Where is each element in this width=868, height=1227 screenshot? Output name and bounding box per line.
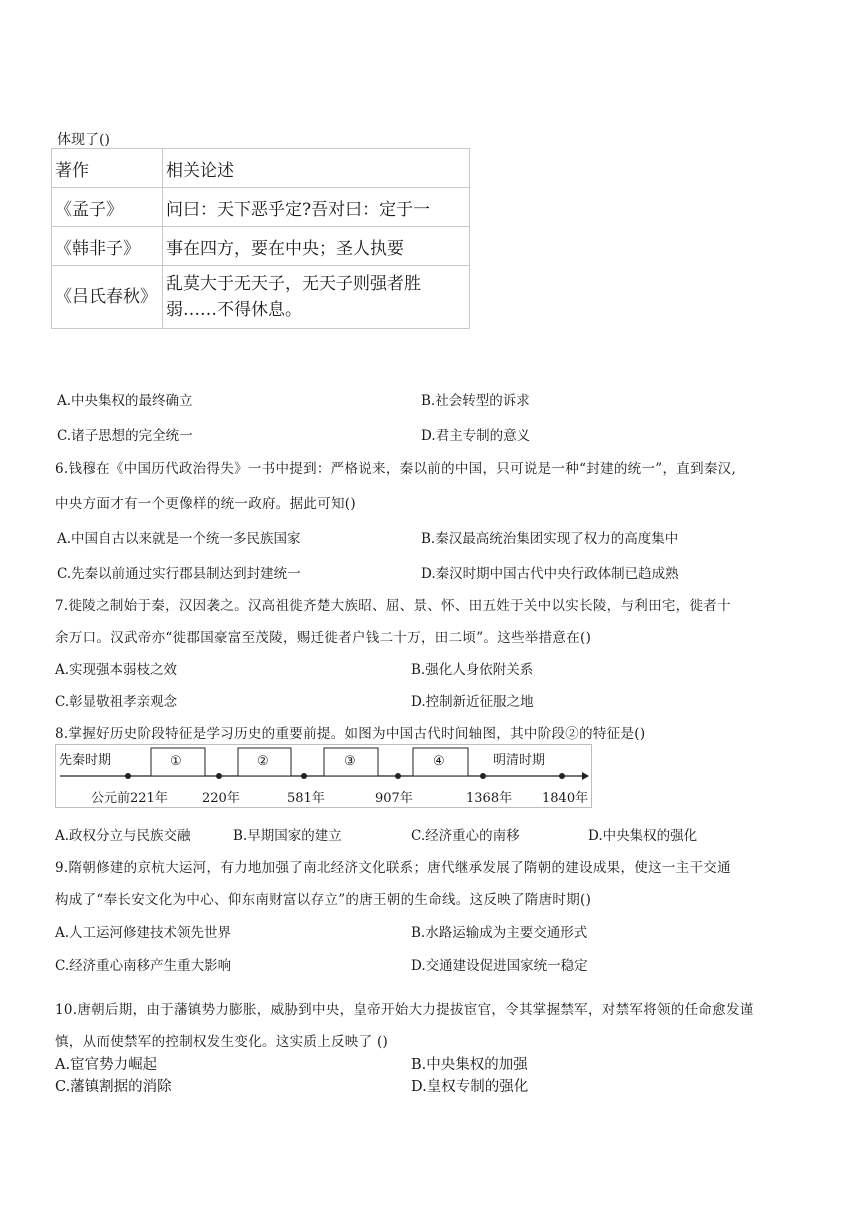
tick-label: 1840年 <box>542 791 589 806</box>
tick-label: 581年 <box>287 791 325 806</box>
timeline-arrow <box>582 772 589 780</box>
option-c: C.经济重心南移产生重大影响 <box>55 958 232 974</box>
timeline-start-label: 先秦时期 <box>59 753 112 768</box>
option-c: C.诸子思想的完全统一 <box>57 428 193 444</box>
option-c: C.先秦以前通过实行郡县制达到封建统一 <box>57 566 301 582</box>
question-7-line2: 余万口。汉武帝亦“徙郡国豪富至茂陵，赐迁徙者户钱二十万，田二顷”。这些举措意在() <box>55 630 592 646</box>
stage-label: ③ <box>344 754 356 769</box>
question-9-line1: 9.隋朝修建的京杭大运河，有力地加强了南北经济文化联系；唐代继承发展了隋朝的建设成果，使这一主干交通 <box>55 860 731 876</box>
option-a: A.中国自古以来就是一个统一多民族国家 <box>57 531 301 547</box>
tick-label: 907年 <box>375 791 413 806</box>
option-a: A.中央集权的最终确立 <box>57 393 193 409</box>
question-intro: 体现了() <box>57 132 110 148</box>
table-cell-work: 《吕氏春秋》 <box>52 266 163 329</box>
timeline-dot <box>480 773 486 779</box>
table-cell-text: 事在四方，要在中央；圣人执要 <box>163 227 470 266</box>
tick-label: 1368年 <box>466 791 513 806</box>
timeline-dot <box>301 773 307 779</box>
table-cell-work: 《孟子》 <box>52 188 163 227</box>
question-7-line1: 7.徙陵之制始于秦，汉因袭之。汉高祖徙齐楚大族昭、屈、景、怀、田五姓于关中以实长陵，与利田宅，徙者十 <box>55 598 731 614</box>
option-a: A.政权分立与民族交融 <box>55 828 191 844</box>
question-6-line1: 6.钱穆在《中国历代政治得失》一书中提到：严格说来，秦以前的中国，只可说是一种“封建的统一”，直到秦汉, <box>55 461 737 477</box>
option-b: B.秦汉最高统治集团实现了权力的高度集中 <box>421 531 679 547</box>
stage-label: ② <box>257 754 269 769</box>
tick-label: 220年 <box>202 791 240 806</box>
question-10-line2: 慎，从而使禁军的控制权发生变化。这实质上反映了 () <box>55 1034 389 1050</box>
question-10-line1: 10.唐朝后期，由于藩镇势力膨胀，威胁到中央，皇帝开始大力提拔宦官，令其掌握禁军，对禁军将领的任命愈发谨 <box>55 1002 754 1018</box>
option-c: C.彰显敬祖孝亲观念 <box>55 694 178 710</box>
question-6-line2: 中央方面才有一个更像样的统一政府。据此可知() <box>55 496 356 512</box>
option-d: D.秦汉时期中国古代中央行政体制已趋成熟 <box>421 566 679 582</box>
option-d: D.交通建设促进国家统一稳定 <box>411 958 588 974</box>
option-d: D.控制新近征服之地 <box>411 694 534 710</box>
timeline-dot <box>395 773 401 779</box>
table-header-cell: 著作 <box>52 149 163 188</box>
quote-table <box>51 148 470 329</box>
option-d: D.君主专制的意义 <box>421 428 531 444</box>
stage-label: ① <box>170 754 182 769</box>
tick-label: 公元前221年 <box>91 791 168 806</box>
timeline-end-label: 明清时期 <box>493 753 546 768</box>
table-header-row <box>52 149 470 188</box>
option-a: A.人工运河修建技术领先世界 <box>55 925 232 941</box>
question-9-line2: 构成了“奉长安文化为中心、仰东南财富以存立”的唐王朝的生命线。这反映了隋唐时期() <box>55 892 592 908</box>
table-cell-work: 《韩非子》 <box>52 227 163 266</box>
option-a: A.宦官势力崛起 <box>55 1057 158 1073</box>
table-cell-text: 问曰：天下恶乎定?吾对曰：定于一 <box>163 188 470 227</box>
stage-label: ④ <box>433 754 445 769</box>
table-row <box>52 266 470 329</box>
option-c: C.经济重心的南移 <box>411 828 520 844</box>
timeline-dot <box>559 773 565 779</box>
timeline-dot <box>216 773 222 779</box>
option-a: A.实现强本弱枝之效 <box>55 662 178 678</box>
timeline-dot <box>125 773 131 779</box>
option-b: B.社会转型的诉求 <box>421 393 530 409</box>
table-header-cell: 相关论述 <box>163 149 470 188</box>
question-8-line1: 8.掌握好历史阶段特征是学习历史的重要前提。如图为中国古代时间轴图，其中阶段②的特征是() <box>55 726 646 742</box>
option-d: D.中央集权的强化 <box>588 828 698 844</box>
option-b: B.强化人身依附关系 <box>411 662 534 678</box>
timeline-diagram <box>55 744 592 808</box>
option-b: B.中央集权的加强 <box>411 1057 528 1073</box>
option-d: D.皇权专制的强化 <box>411 1079 529 1095</box>
table-row <box>52 188 470 227</box>
table-row <box>52 227 470 266</box>
table-cell-text: 乱莫大于无天子，无天子则强者胜弱……不得休息。 <box>163 266 470 329</box>
option-b: B.早期国家的建立 <box>233 828 342 844</box>
option-c: C.藩镇割据的消除 <box>55 1079 172 1095</box>
option-b: B.水路运输成为主要交通形式 <box>411 925 588 941</box>
